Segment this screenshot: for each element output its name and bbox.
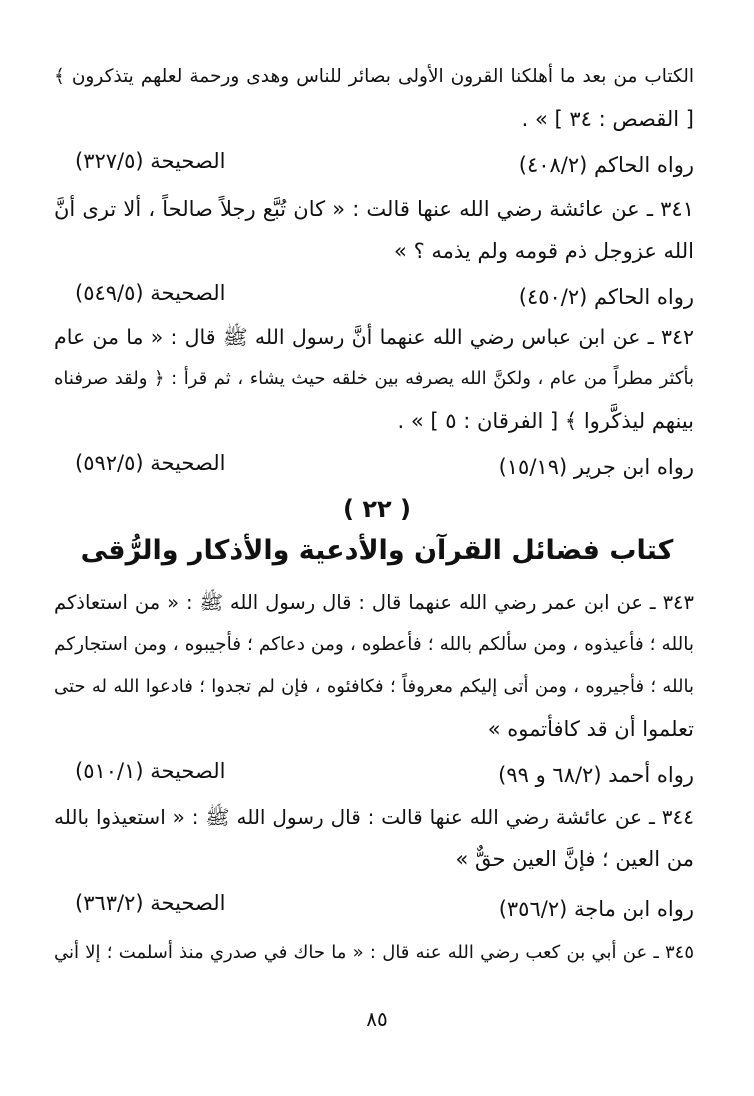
hadith-343-line-1: ٣٤٣ ـ عن ابن عمر رضي الله عنهما قال : قال رسول الله ﷺ : « من استعاذكم: [54, 591, 694, 614]
source-narrator-2: رواه الحاكم (٤٥٠/٢): [518, 285, 694, 309]
source-grade-4: الصحيحة (٥١٠/١): [75, 759, 226, 783]
hadith-344-line-1: ٣٤٤ ـ عن عائشة رضي الله عنها قالت : قال رسول الله ﷺ : « استعيذوا بالله: [54, 805, 694, 829]
source-narrator-4: رواه أحمد (٦٨/٢ و ٩٩): [498, 763, 694, 787]
hadith-342-line-3: بينهم ليذكَّروا ﴾ [ الفرقان : ٥ ] » .: [397, 409, 694, 433]
continuation-line-1: الكتاب من بعد ما أهلكنا القرون الأولى بصائر للناس وهدى ورحمة لعلهم يتذكرون ﴾: [54, 66, 694, 87]
chapter-number: ( ٢٢ ): [343, 495, 411, 523]
hadith-341-line-2: الله عزوجل ذم قومه ولم يذمه ؟ »: [394, 239, 694, 263]
hadith-343-line-3: بالله ؛ فأجيروه ، ومن أتى إليكم معروفاً ؛ فكافئوه ، فإن لم تجدوا ؛ فادعوا الله له حتى: [54, 676, 694, 697]
hadith-341-line-1: ٣٤١ ـ عن عائشة رضي الله عنها قالت : « كان تُبَّع رجلاً صالحاً ، ألا ترى أنَّ: [54, 197, 694, 221]
continuation-line-2: [ القصص : ٣٤ ] » .: [521, 107, 694, 131]
source-narrator-1: رواه الحاكم (٤٠٨/٢): [518, 153, 694, 177]
hadith-342-line-2: بأكثر مطراً من عام ، ولكنَّ الله يصرفه بين خلقه حيث يشاء ، ثم قرأ : ﴿ ولقد صرفناه: [54, 368, 694, 389]
source-grade-1: الصحيحة (٣٢٧/٥): [75, 149, 226, 173]
hadith-343-line-4: تعلموا أن قد كافأتموه »: [487, 717, 694, 741]
source-grade-2: الصحيحة (٥٤٩/٥): [75, 281, 226, 305]
source-grade-3: الصحيحة (٥٩٢/٥): [75, 451, 226, 475]
hadith-342-line-1: ٣٤٢ ـ عن ابن عباس رضي الله عنهما أنَّ رسول الله ﷺ قال : « ما من عام: [54, 325, 694, 349]
hadith-344-line-2: من العين ؛ فإنَّ العين حقٌّ »: [455, 847, 694, 871]
source-narrator-3: رواه ابن جرير (١٥/١٩): [498, 455, 694, 479]
hadith-345-line-1: ٣٤٥ ـ عن أبي بن كعب رضي الله عنه قال : « ما حاك في صدري منذ أسلمت ؛ إلا أني: [54, 942, 694, 963]
source-grade-5: الصحيحة (٣٦٣/٢): [75, 891, 226, 915]
page-number: ٨٥: [366, 1007, 388, 1031]
chapter-title: كتاب فضائل القرآن والأدعية والأذكار والرُّقى: [80, 535, 674, 566]
hadith-343-line-2: بالله ؛ فأعيذوه ، ومن سألكم بالله ؛ فأعطوه ، ومن دعاكم ؛ فأجيبوه ، ومن استجاركم: [54, 634, 694, 655]
source-narrator-5: رواه ابن ماجة (٣٥٦/٢): [498, 897, 694, 921]
